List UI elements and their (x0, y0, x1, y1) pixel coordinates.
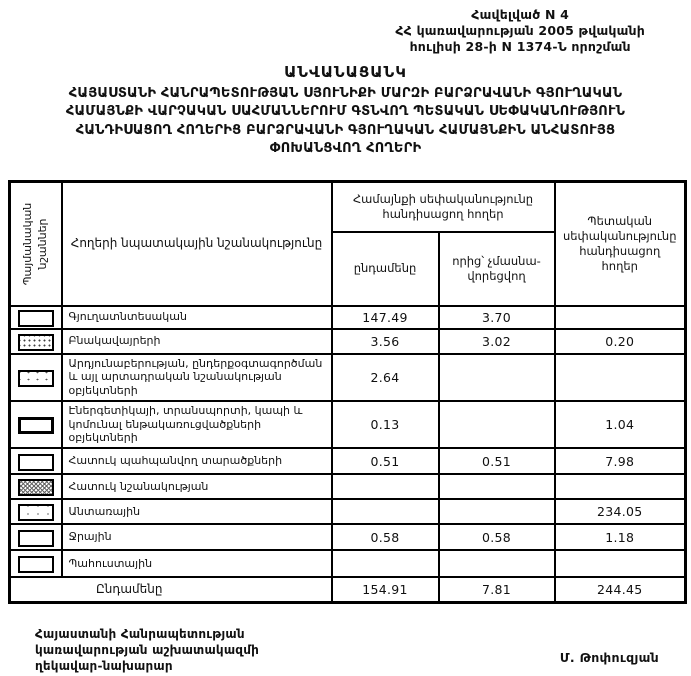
community-nonprivatized-value: 0.51 (439, 448, 555, 474)
signatory-line-2: կառավարության աշխատակազմի (35, 642, 260, 657)
legend-symbol-plain-icon (18, 454, 54, 471)
legend-symbol-sparse-dots-icon (18, 370, 54, 387)
column-group-community-property: Համայնքի սեփականությունը հանդիսացող հողեր (332, 182, 555, 232)
legend-symbol-cell (10, 474, 62, 499)
annex-decision-line: հուլիսի 28-ի N 1374-Ն որոշման (409, 39, 631, 54)
legend-symbol-plain-icon (18, 310, 54, 327)
community-total-value: 0.58 (332, 524, 439, 550)
row-label: Ջրային (62, 524, 332, 550)
legend-symbol-cell (10, 448, 62, 474)
legend-symbol-plain-icon (18, 530, 54, 547)
column-header-symbols (10, 182, 62, 306)
community-total-value (332, 550, 439, 577)
row-label: Անտառային (62, 499, 332, 524)
legend-symbol-light-dots-icon (18, 504, 54, 521)
legend-symbol-cell (10, 401, 62, 448)
legend-symbol-cell (10, 329, 62, 354)
community-total-value: 3.56 (332, 329, 439, 354)
table-header-row-1 (10, 182, 686, 232)
row-label: Գյուղատնտեսական (62, 306, 332, 329)
column-header-community-nonprivatized: որից՝ չմասնա-վորեցվող (439, 232, 555, 306)
total-nonprivatized-value: 7.81 (439, 577, 555, 602)
state-property-value (555, 550, 686, 577)
state-property-value (555, 474, 686, 499)
column-header-community-total: ընդամենը (332, 232, 439, 306)
table-row-reserve (10, 550, 686, 577)
community-total-value (332, 499, 439, 524)
row-label: Արդյունաբերության, ընդերքօգտագործման և այլ արտադրական նշանակության օբյեկտների (62, 354, 332, 401)
state-property-value (555, 306, 686, 329)
row-label: Հատուկ նշանակության (62, 474, 332, 499)
legend-symbol-dots-icon (18, 334, 54, 351)
total-label: Ընդամենը (10, 577, 332, 602)
legend-symbol-bold-icon (18, 417, 54, 434)
state-property-value (555, 354, 686, 401)
legend-symbol-cell (10, 306, 62, 329)
annex-government-line: ՀՀ կառավարության 2005 թվականի (395, 23, 645, 38)
legend-symbol-cell (10, 354, 62, 401)
state-property-value: 0.20 (555, 329, 686, 354)
total-community-value: 154.91 (332, 577, 439, 602)
community-total-value: 0.13 (332, 401, 439, 448)
table-row-agricultural (10, 306, 686, 329)
community-nonprivatized-value: 0.58 (439, 524, 555, 550)
table-row-energy-transport (10, 401, 686, 448)
symbols-header-vertical-text: Պայմանական նշաններ (20, 202, 49, 286)
table-row-forest (10, 499, 686, 524)
table-row-water (10, 524, 686, 550)
row-label: Էներգետիկայի, տրանսպորտի, կապի և կոմունալ ենթակառուցվածքների օբյեկտների (62, 401, 332, 448)
subtitle-line-4: ՓՈԽԱՆՑՎՈՂ ՀՈՂԵՐԻ (269, 141, 422, 157)
community-nonprivatized-value: 3.02 (439, 329, 555, 354)
community-total-value (332, 474, 439, 499)
state-property-value: 1.04 (555, 401, 686, 448)
state-property-value: 234.05 (555, 499, 686, 524)
community-nonprivatized-value (439, 474, 555, 499)
community-nonprivatized-value: 3.70 (439, 306, 555, 329)
signatory-name: Մ. Թոփուզյան (559, 650, 659, 665)
page-title: ԱՆՎԱՆԱՑԱՆԿ (284, 63, 407, 81)
legend-symbol-plain-icon (18, 556, 54, 573)
state-property-value: 1.18 (555, 524, 686, 550)
column-header-state-property: Պետական սեփականությունը հանդիսացող հողեր (555, 182, 686, 306)
community-nonprivatized-value (439, 354, 555, 401)
row-label: Պահուստային (62, 550, 332, 577)
subtitle-line-3: ՀԱՆԴԻՍԱՑՈՂ ՀՈՂԵՐԻՑ ԲԱՐՁՐԱՎԱՆԻ ԳՅՈՒՂԱԿԱՆ ՀԱՄԱՅՆՔԻՆ ԱՆՀԱՏՈՒՅՑ (75, 122, 616, 138)
signatory-line-1: Հայաստանի Հանրապետության (35, 627, 245, 641)
column-header-purpose: Հողերի նպատակային նշանակությունը (62, 182, 332, 306)
legend-symbol-cell (10, 499, 62, 524)
table-row-total (10, 577, 686, 602)
legend-symbol-cell (10, 524, 62, 550)
page-subtitle (0, 85, 691, 159)
legend-symbol-crosshatch-icon (18, 479, 54, 496)
community-nonprivatized-value (439, 550, 555, 577)
community-total-value: 147.49 (332, 306, 439, 329)
signatory-line-3: ղեկավար-նախարար (35, 658, 173, 673)
table-row-protected-areas (10, 448, 686, 474)
subtitle-line-1: ՀԱՅԱՍՏԱՆԻ ՀԱՆՐԱՊԵՏՈՒԹՅԱՆ ՍՅՈՒՆԻՔԻ ՄԱՐԶԻ ԲԱՐՁՐԱՎԱՆԻ ԳՅՈՒՂԱԿԱՆ (68, 86, 623, 101)
state-property-value: 7.98 (555, 448, 686, 474)
community-nonprivatized-value (439, 401, 555, 448)
table-row-industrial (10, 354, 686, 401)
legend-symbol-cell (10, 550, 62, 577)
subtitle-line-2: ՀԱՄԱՅՆՔԻ ՎԱՐՉԱԿԱՆ ՍԱՀՄԱՆՆԵՐՈՒՄ ԳՏՆՎՈՂ ՊԵՏԱԿԱՆ ՍԵՓԱԿԱՆՈՒԹՅՈՒՆ (65, 104, 626, 120)
community-total-value: 2.64 (332, 354, 439, 401)
signatory-block (35, 627, 259, 674)
annex-number: Հավելված N 4 (471, 7, 570, 22)
total-state-value: 244.45 (555, 577, 686, 602)
table-row-special-purpose (10, 474, 686, 499)
community-nonprivatized-value (439, 499, 555, 524)
table-row-residential (10, 329, 686, 354)
land-transfer-table (8, 180, 687, 604)
community-total-value: 0.51 (332, 448, 439, 474)
row-label: Հատուկ պահպանվող տարածքների (62, 448, 332, 474)
row-label: Բնակավայրերի (62, 329, 332, 354)
annex-reference (395, 7, 645, 55)
